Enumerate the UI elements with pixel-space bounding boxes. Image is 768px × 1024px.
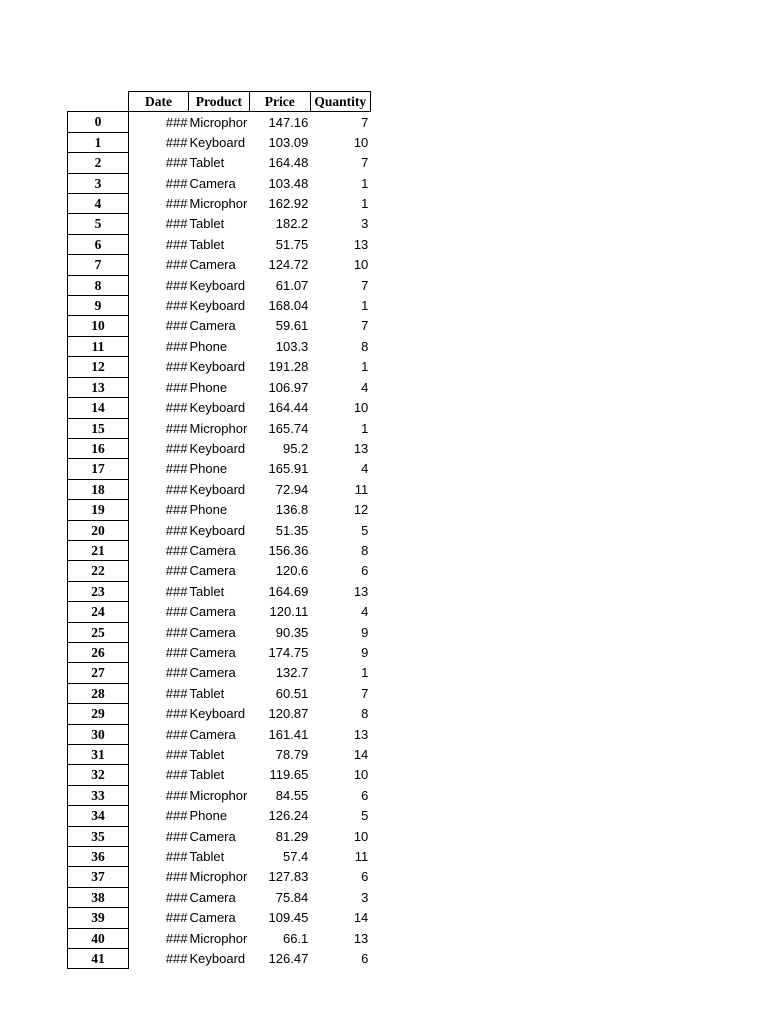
price-cell: 164.48 <box>268 155 309 171</box>
quantity-cell: 1 <box>361 665 369 681</box>
quantity-cell: 1 <box>361 175 369 191</box>
row-index: 32 <box>68 765 129 785</box>
date-column-header: Date <box>129 92 189 112</box>
quantity-cell: 5 <box>361 808 369 824</box>
row-index: 27 <box>68 663 129 683</box>
quantity-cell: 13 <box>353 440 369 456</box>
table-row <box>68 847 371 867</box>
date-cell: ### <box>165 787 188 803</box>
row-index: 1 <box>68 132 129 152</box>
row-index: 13 <box>68 377 129 397</box>
table-row <box>68 214 371 234</box>
date-cell: ### <box>165 338 188 354</box>
price-cell: 132.7 <box>275 665 309 681</box>
date-cell: ### <box>165 461 188 477</box>
table-row <box>68 194 371 214</box>
date-cell: ### <box>165 359 188 375</box>
row-index: 3 <box>68 173 129 193</box>
price-cell: 103.3 <box>275 338 309 354</box>
product-cell: Tablet <box>189 236 225 252</box>
quantity-cell: 6 <box>361 951 369 967</box>
row-index: 14 <box>68 398 129 418</box>
date-cell: ### <box>165 114 188 130</box>
table-row <box>68 275 371 295</box>
product-cell: Phone <box>189 379 228 395</box>
row-index: 24 <box>68 602 129 622</box>
table-body <box>68 112 371 969</box>
row-index: 37 <box>68 867 129 887</box>
date-cell: ### <box>165 196 188 212</box>
quantity-cell: 10 <box>353 400 369 416</box>
quantity-cell: 13 <box>353 726 369 742</box>
row-index: 6 <box>68 234 129 254</box>
price-cell: 165.91 <box>268 461 309 477</box>
row-index: 30 <box>68 724 129 744</box>
row-index: 28 <box>68 683 129 703</box>
product-cell: Tablet <box>189 747 225 762</box>
row-index: 41 <box>68 949 129 969</box>
row-index: 4 <box>68 194 129 214</box>
row-index: 35 <box>68 826 129 846</box>
price-cell: 81.29 <box>275 828 309 844</box>
quantity-cell: 10 <box>353 134 369 150</box>
quantity-cell: 1 <box>361 420 369 436</box>
product-cell: Microphor <box>189 787 248 803</box>
price-cell: 127.83 <box>268 869 309 885</box>
product-cell: Microphor <box>189 114 248 130</box>
price-cell: 57.4 <box>282 849 309 865</box>
date-cell: ### <box>165 542 188 558</box>
row-index: 23 <box>68 581 129 601</box>
table-row <box>68 398 371 418</box>
price-cell: 162.92 <box>268 196 309 212</box>
date-cell: ### <box>165 828 188 844</box>
date-cell: ### <box>165 665 188 681</box>
date-cell: ### <box>165 604 188 620</box>
row-index: 16 <box>68 438 129 458</box>
price-cell: 165.74 <box>268 420 309 436</box>
quantity-cell: 13 <box>353 236 369 252</box>
quantity-cell: 1 <box>361 298 369 314</box>
price-cell: 106.97 <box>268 379 309 395</box>
quantity-cell: 4 <box>361 379 369 395</box>
quantity-cell: 7 <box>361 155 369 171</box>
quantity-cell: 11 <box>354 849 369 865</box>
date-cell: ### <box>165 747 188 762</box>
price-cell: 120.6 <box>275 563 309 579</box>
table-row <box>68 908 371 928</box>
product-cell: Microphor <box>189 420 248 436</box>
date-cell: ### <box>165 767 188 783</box>
price-cell: 75.84 <box>275 889 309 905</box>
product-cell: Camera <box>189 563 236 579</box>
quantity-cell: 14 <box>353 747 369 762</box>
product-cell: Tablet <box>189 767 225 783</box>
quantity-cell: 14 <box>353 910 369 926</box>
table-row <box>68 622 371 642</box>
quantity-cell: 7 <box>361 277 369 293</box>
product-cell: Tablet <box>189 216 225 232</box>
date-cell: ### <box>165 706 188 722</box>
table-row <box>68 785 371 805</box>
quantity-cell: 7 <box>361 318 369 334</box>
product-cell: Keyboard <box>189 298 246 314</box>
row-index: 34 <box>68 806 129 826</box>
product-cell: Keyboard <box>189 400 246 416</box>
row-index: 36 <box>68 847 129 867</box>
price-cell: 168.04 <box>268 298 309 314</box>
table-row <box>68 377 371 397</box>
table-row <box>68 357 371 377</box>
product-cell: Camera <box>189 318 236 334</box>
price-cell: 51.75 <box>275 236 309 252</box>
product-cell: Camera <box>189 889 236 905</box>
product-cell: Camera <box>189 665 236 681</box>
quantity-cell: 6 <box>361 787 369 803</box>
row-index: 39 <box>68 908 129 928</box>
product-column-header: Product <box>189 92 250 112</box>
date-cell: ### <box>165 951 188 967</box>
product-cell: Keyboard <box>189 951 246 967</box>
row-index: 40 <box>68 928 129 948</box>
table-row <box>68 765 371 785</box>
date-cell: ### <box>165 889 188 905</box>
price-cell: 161.41 <box>268 726 309 742</box>
price-cell: 51.35 <box>275 522 309 538</box>
date-cell: ### <box>165 481 188 497</box>
table-row <box>68 112 371 132</box>
product-cell: Microphor <box>189 196 248 212</box>
row-index: 5 <box>68 214 129 234</box>
row-index: 15 <box>68 418 129 438</box>
quantity-cell: 8 <box>361 706 369 722</box>
price-cell: 164.69 <box>268 583 309 599</box>
product-cell: Camera <box>189 910 236 926</box>
table-row <box>68 336 371 356</box>
price-cell: 174.75 <box>268 644 309 660</box>
product-cell: Camera <box>189 257 236 273</box>
row-index: 25 <box>68 622 129 642</box>
table-row <box>68 949 371 969</box>
row-index: 33 <box>68 785 129 805</box>
quantity-cell: 3 <box>361 216 369 232</box>
product-cell: Phone <box>189 808 228 824</box>
row-index: 21 <box>68 540 129 560</box>
table-row <box>68 520 371 540</box>
price-cell: 72.94 <box>275 481 309 497</box>
table-row <box>68 153 371 173</box>
row-index: 22 <box>68 561 129 581</box>
product-cell: Phone <box>189 338 228 354</box>
product-cell: Keyboard <box>189 706 246 722</box>
price-cell: 103.48 <box>268 175 309 191</box>
product-cell: Tablet <box>189 849 225 865</box>
date-cell: ### <box>165 257 188 273</box>
price-cell: 120.11 <box>269 604 309 620</box>
row-index: 0 <box>68 112 129 132</box>
date-cell: ### <box>165 808 188 824</box>
table-row <box>68 642 371 662</box>
row-index: 38 <box>68 887 129 907</box>
date-cell: ### <box>165 440 188 456</box>
date-cell: ### <box>165 583 188 599</box>
product-cell: Keyboard <box>189 134 246 150</box>
price-cell: 119.65 <box>269 767 309 783</box>
table-row <box>68 602 371 622</box>
table-row <box>68 500 371 520</box>
table-row <box>68 887 371 907</box>
table-row <box>68 255 371 275</box>
table-row <box>68 663 371 683</box>
table-row <box>68 438 371 458</box>
row-index: 8 <box>68 275 129 295</box>
product-cell: Camera <box>189 175 236 191</box>
table-row <box>68 418 371 438</box>
date-cell: ### <box>165 644 188 660</box>
quantity-cell: 3 <box>361 889 369 905</box>
table-row <box>68 459 371 479</box>
date-cell: ### <box>165 236 188 252</box>
product-cell: Camera <box>189 604 236 620</box>
row-index: 10 <box>68 316 129 336</box>
price-cell: 126.24 <box>268 808 309 824</box>
quantity-cell: 4 <box>361 604 369 620</box>
price-cell: 147.16 <box>268 114 309 130</box>
table-row <box>68 724 371 744</box>
date-cell: ### <box>165 624 188 640</box>
price-cell: 90.35 <box>275 624 309 640</box>
quantity-cell: 4 <box>361 461 369 477</box>
table-row <box>68 296 371 316</box>
date-cell: ### <box>165 400 188 416</box>
product-cell: Tablet <box>189 685 225 701</box>
date-cell: ### <box>165 318 188 334</box>
quantity-cell: 6 <box>361 869 369 885</box>
date-cell: ### <box>165 849 188 865</box>
date-cell: ### <box>165 563 188 579</box>
quantity-cell: 9 <box>361 644 369 660</box>
product-cell: Phone <box>189 461 228 477</box>
date-cell: ### <box>165 930 188 946</box>
product-cell: Camera <box>189 624 236 640</box>
price-cell: 164.44 <box>268 400 309 416</box>
date-cell: ### <box>165 502 188 518</box>
table-row <box>68 479 371 499</box>
price-cell: 84.55 <box>275 787 309 803</box>
quantity-cell: 10 <box>353 828 369 844</box>
date-cell: ### <box>165 379 188 395</box>
date-cell: ### <box>165 298 188 314</box>
price-cell: 60.51 <box>275 685 309 701</box>
price-cell: 126.47 <box>268 951 309 967</box>
row-index: 2 <box>68 153 129 173</box>
table-row <box>68 234 371 254</box>
product-cell: Camera <box>189 828 236 844</box>
price-cell: 182.2 <box>275 216 309 232</box>
price-cell: 136.8 <box>275 502 309 518</box>
product-cell: Microphor <box>189 930 248 946</box>
price-cell: 103.09 <box>268 134 309 150</box>
table-row <box>68 867 371 887</box>
product-cell: Keyboard <box>189 481 246 497</box>
price-cell: 124.72 <box>268 257 309 273</box>
quantity-cell: 9 <box>361 624 369 640</box>
product-cell: Camera <box>189 726 236 742</box>
date-cell: ### <box>165 155 188 171</box>
product-cell: Camera <box>189 644 236 660</box>
row-index: 12 <box>68 357 129 377</box>
quantity-cell: 8 <box>361 338 369 354</box>
price-cell: 59.61 <box>275 318 309 334</box>
quantity-cell: 13 <box>353 930 369 946</box>
row-index: 26 <box>68 642 129 662</box>
table-row <box>68 132 371 152</box>
table-row <box>68 683 371 703</box>
date-cell: ### <box>165 216 188 232</box>
table-row <box>68 704 371 724</box>
row-index: 9 <box>68 296 129 316</box>
price-column-header: Price <box>249 92 310 112</box>
row-index: 7 <box>68 255 129 275</box>
price-cell: 191.28 <box>268 359 309 375</box>
quantity-cell: 5 <box>361 522 369 538</box>
table-row <box>68 928 371 948</box>
table-row <box>68 826 371 846</box>
table-row <box>68 581 371 601</box>
row-index: 19 <box>68 500 129 520</box>
date-cell: ### <box>165 685 188 701</box>
row-index: 18 <box>68 479 129 499</box>
product-cell: Phone <box>189 502 228 518</box>
product-cell: Tablet <box>189 583 225 599</box>
quantity-cell: 8 <box>361 542 369 558</box>
quantity-cell: 7 <box>361 114 369 130</box>
sales-table <box>67 91 371 969</box>
quantity-cell: 1 <box>361 359 369 375</box>
product-cell: Tablet <box>189 155 225 171</box>
row-index: 29 <box>68 704 129 724</box>
row-index: 31 <box>68 745 129 765</box>
date-cell: ### <box>165 726 188 742</box>
price-cell: 109.45 <box>268 910 309 926</box>
quantity-cell: 11 <box>354 481 369 497</box>
price-cell: 95.2 <box>282 440 309 456</box>
row-index: 11 <box>68 336 129 356</box>
quantity-cell: 12 <box>353 502 369 518</box>
price-cell: 78.79 <box>275 747 309 762</box>
row-index: 17 <box>68 459 129 479</box>
table-row <box>68 745 371 765</box>
table-row <box>68 173 371 193</box>
price-cell: 61.07 <box>275 277 309 293</box>
product-cell: Keyboard <box>189 277 246 293</box>
price-cell: 66.1 <box>282 930 309 946</box>
header-row <box>68 92 371 112</box>
quantity-cell: 1 <box>361 196 369 212</box>
product-cell: Keyboard <box>189 359 246 375</box>
index-header <box>68 92 129 112</box>
product-cell: Microphor <box>189 869 248 885</box>
date-cell: ### <box>165 420 188 436</box>
product-cell: Keyboard <box>189 522 246 538</box>
price-cell: 120.87 <box>268 706 309 722</box>
row-index: 20 <box>68 520 129 540</box>
date-cell: ### <box>165 869 188 885</box>
table-row <box>68 316 371 336</box>
product-cell: Keyboard <box>189 440 246 456</box>
quantity-cell: 7 <box>361 685 369 701</box>
quantity-cell: 6 <box>361 563 369 579</box>
quantity-cell: 13 <box>353 583 369 599</box>
date-cell: ### <box>165 175 188 191</box>
date-cell: ### <box>165 277 188 293</box>
table-row <box>68 806 371 826</box>
date-cell: ### <box>165 522 188 538</box>
table-row <box>68 561 371 581</box>
quantity-cell: 10 <box>353 767 369 783</box>
quantity-column-header: Quantity <box>310 92 370 112</box>
date-cell: ### <box>165 910 188 926</box>
price-cell: 156.36 <box>268 542 309 558</box>
date-cell: ### <box>165 134 188 150</box>
quantity-cell: 10 <box>353 257 369 273</box>
table-row <box>68 540 371 560</box>
product-cell: Camera <box>189 542 236 558</box>
